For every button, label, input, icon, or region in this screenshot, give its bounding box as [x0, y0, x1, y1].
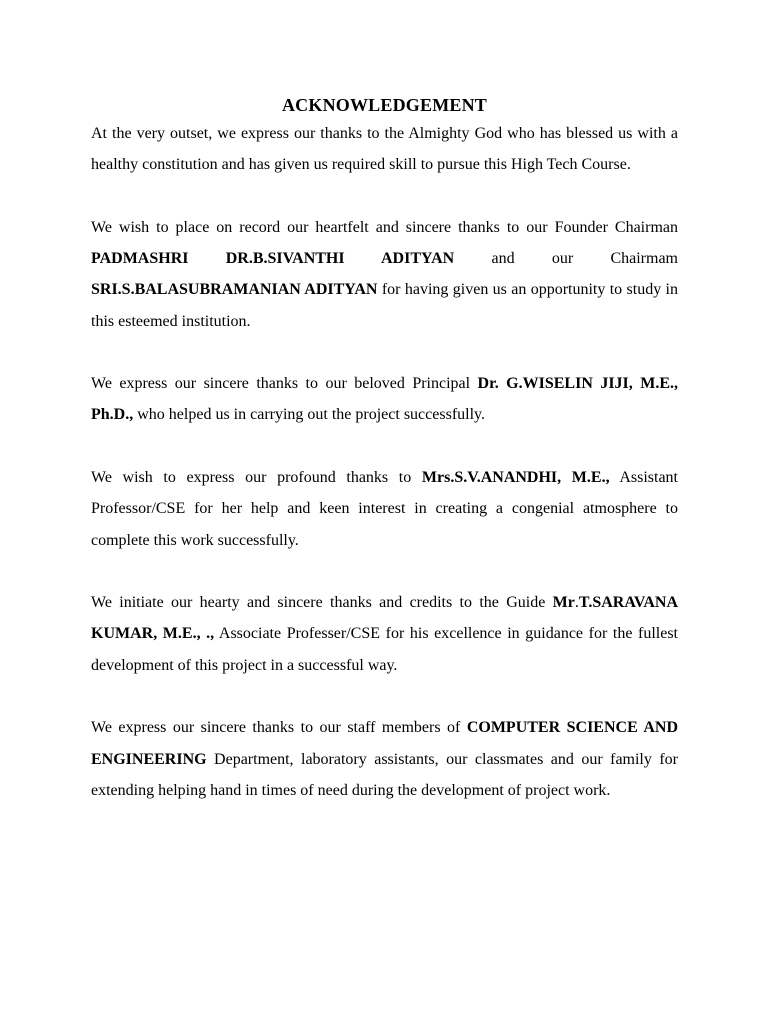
- paragraph-text: for having given us an opportunity to study in this esteemed institution.: [91, 281, 678, 330]
- bold-text: Mr: [552, 594, 575, 612]
- paragraph-text: We express our sincere thanks to our staff members of: [91, 719, 467, 737]
- paragraph-text: and our Chairmam: [454, 250, 678, 268]
- paragraph-3: [91, 368, 678, 430]
- bold-text: Mrs.S.V.ANANDHI, M.E.,: [421, 469, 610, 487]
- bold-text: COMPUTER SCIENCE AND ENGINEERING: [91, 719, 678, 768]
- paragraph-text: .: [574, 594, 579, 612]
- paragraph-text: who helped us in carrying out the project successfully.: [133, 406, 485, 424]
- paragraph-5: [91, 587, 678, 681]
- bold-text: T.SARAVANA KUMAR, M.E., .,: [91, 594, 678, 643]
- bold-text: Dr. G.WISELIN JIJI, M.E., Ph.D.,: [91, 375, 679, 424]
- paragraph-1: [91, 118, 678, 180]
- paragraph-text: We express our sincere thanks to our beloved Principal: [91, 375, 478, 393]
- paragraph-text: We wish to place on record our heartfelt and sincere thanks to our Founder Chairman: [91, 218, 678, 236]
- paragraph-6: [91, 712, 678, 806]
- document-body: [91, 118, 678, 806]
- paragraph-text: Associate Professer/CSE for his excellence in guidance for the fullest development of this project in a successful way.: [91, 625, 679, 674]
- page-title: ACKNOWLEDGEMENT: [281, 95, 488, 115]
- paragraph-2: [91, 212, 678, 337]
- bold-text: SRI.S.BALASUBRAMANIAN ADITYAN: [91, 281, 378, 299]
- paragraph-text: At the very outset, we express our thanks to the Almighty God who has blessed us with a healthy constitution and has given us required skill to pursue this High Tech Course.: [91, 125, 678, 174]
- paragraph-text: Assistant Professor/CSE for her help and keen interest in creating a congenial atmosphere to complete this work successfully.: [91, 469, 679, 549]
- paragraph-text: We initiate our hearty and sincere thanks and credits to the Guide: [91, 594, 553, 612]
- document-page: [91, 92, 678, 837]
- paragraph-4: [91, 462, 678, 556]
- paragraph-text: We wish to express our profound thanks to: [91, 469, 422, 487]
- bold-text: PADMASHRI DR.B.SIVANTHI ADITYAN: [91, 250, 455, 268]
- paragraph-text: Department, laboratory assistants, our classmates and our family for extending helping hand in times of need during the development of project work.: [91, 750, 678, 799]
